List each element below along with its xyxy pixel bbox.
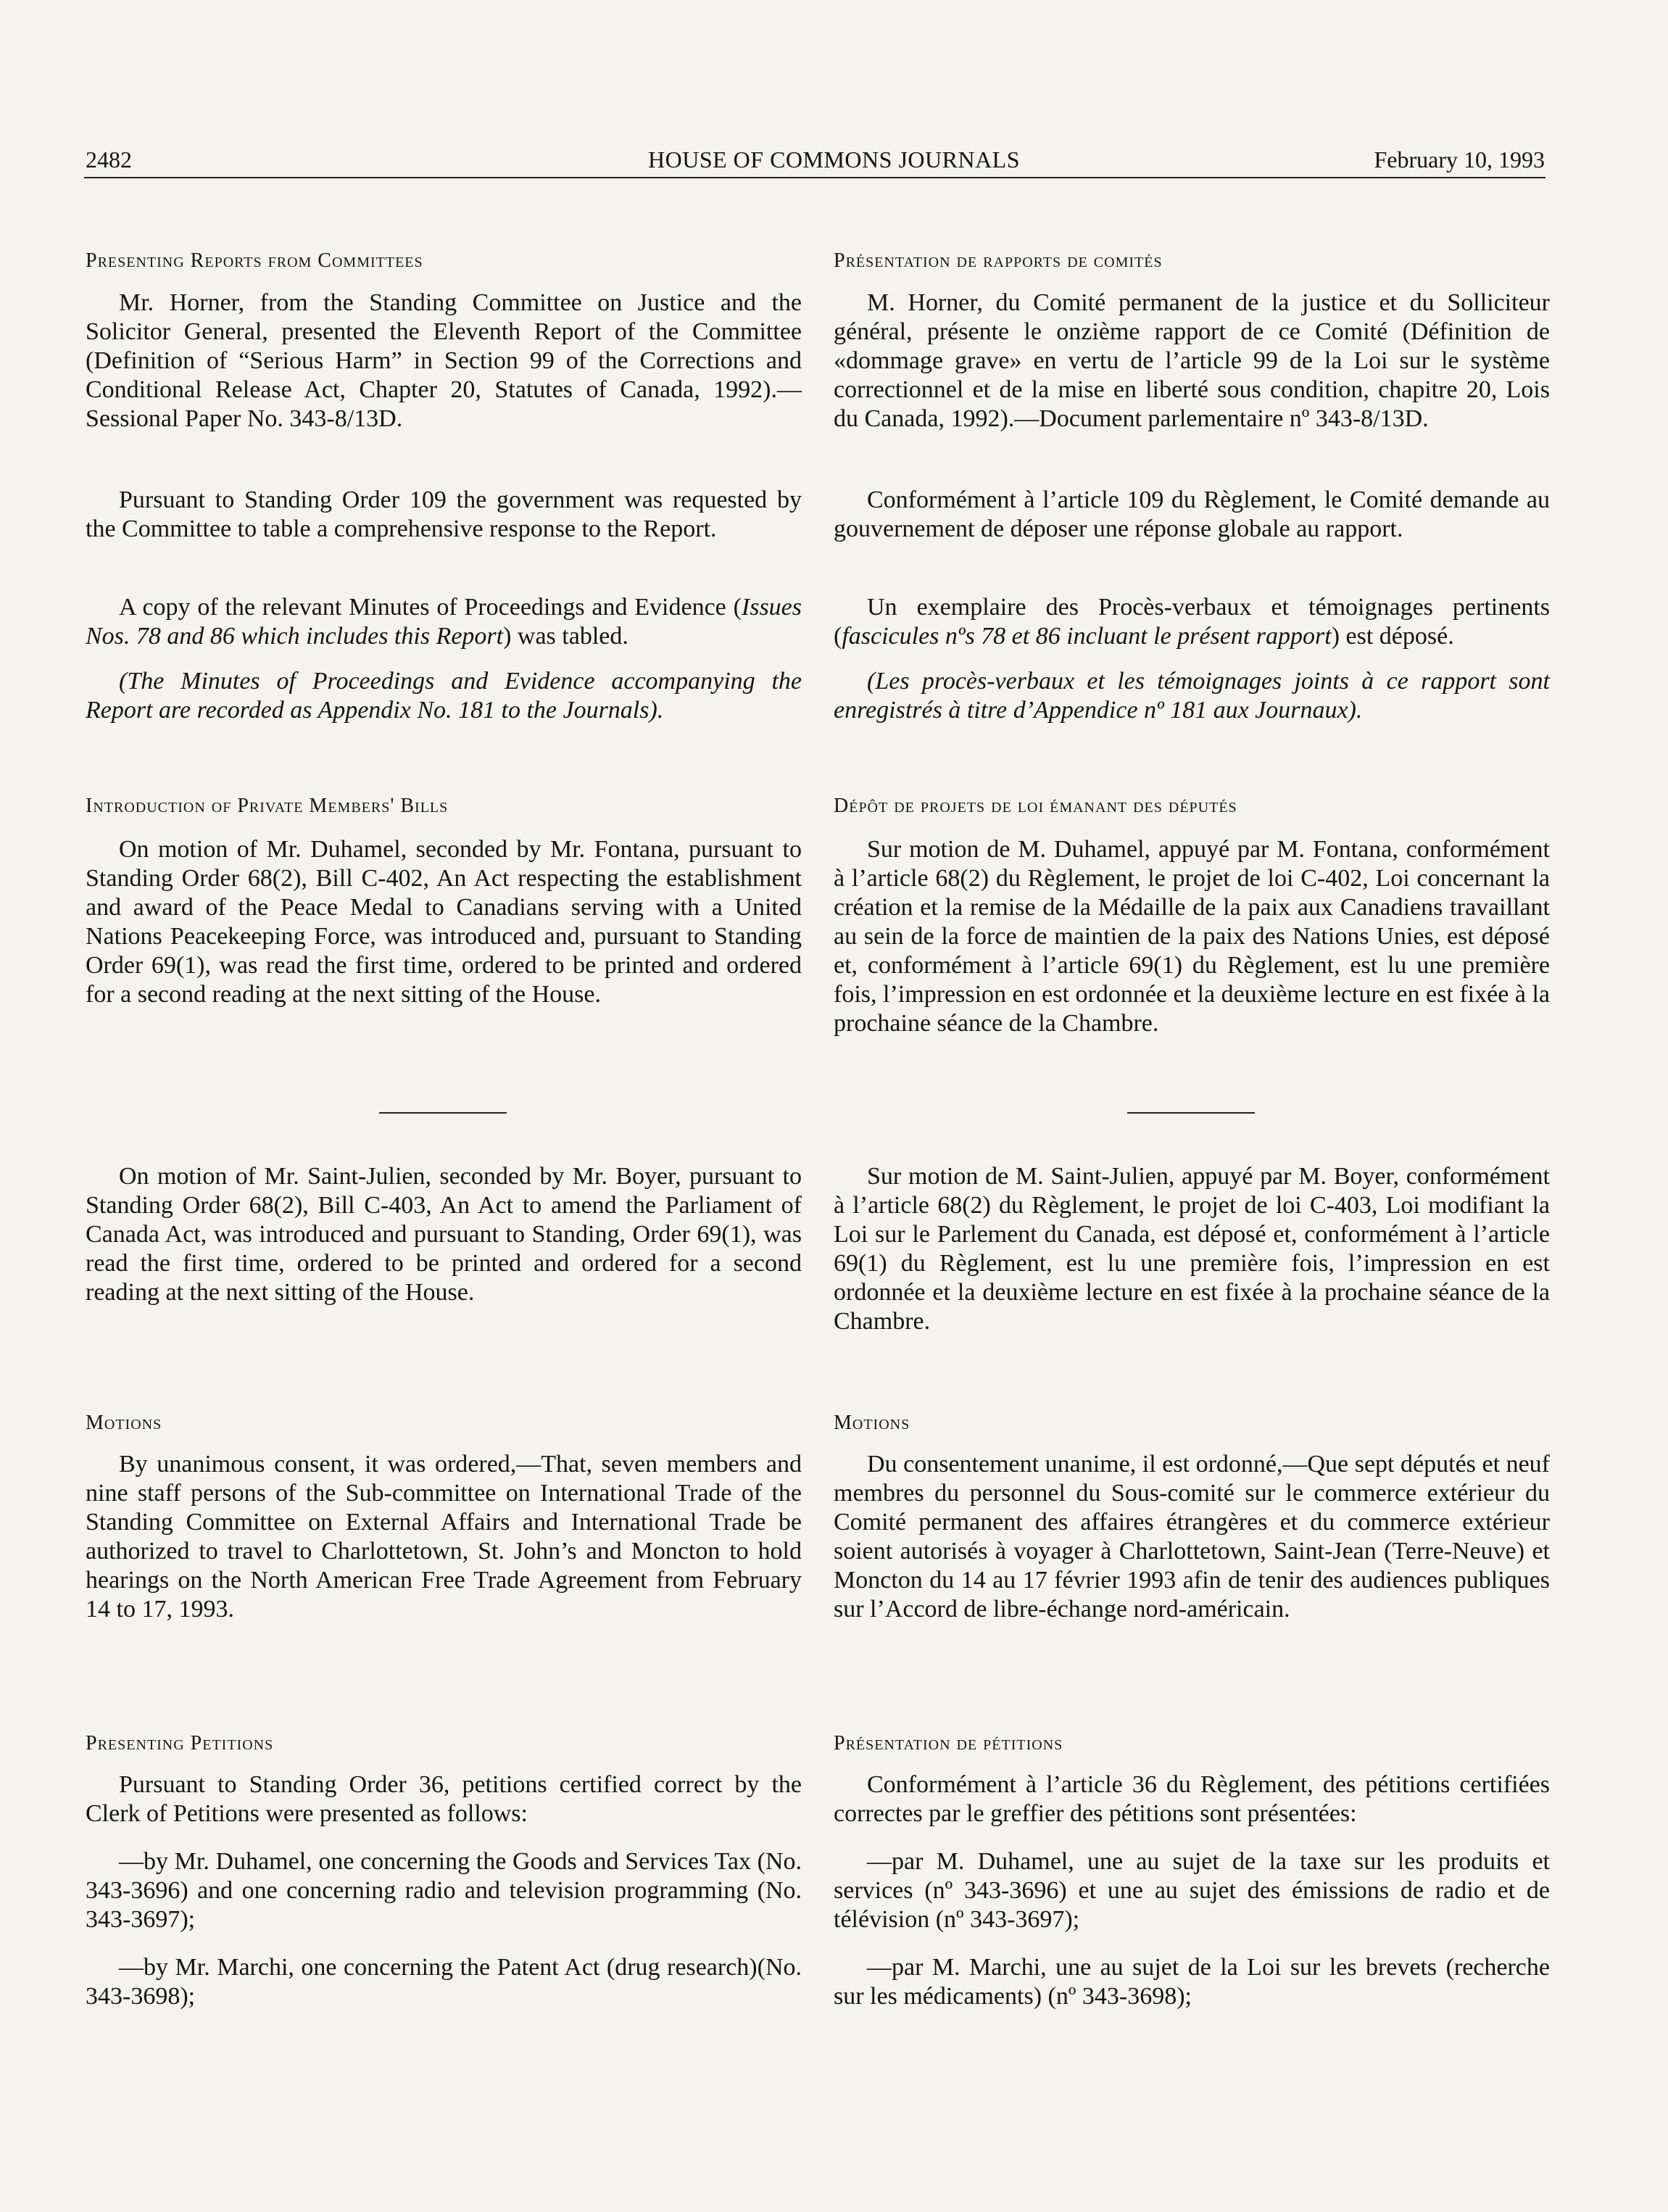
journal-title: HOUSE OF COMMONS JOURNALS [647, 146, 1021, 173]
motions-paragraph-fr: Du consentement unanime, il est ordonné,—Que sept députés et neuf membres du personnel du Sous-comité sur le commerce extérieur du Comité permanent des affaires étrangères et du commerce extérieur soient autorisés à voyager à Charlottetown, Saint-Jean (Terre-Neuve) et Moncton du 14 au 17 février 1993 afin de tenir des audiences publiques sur l’Accord de libre-échange nord-américain. [834, 1451, 1550, 1623]
bills-paragraph-1-fr: Sur motion de M. Duhamel, appuyé par M. Fontana, conformément à l’article 68(2) du Règlement, le projet de loi C-402, Loi concernant la création et la remise de la Médaille de la paix aux Canadiens travaillant au sein de la force de maintien de la paix des Nations Unies, est déposé et, conformément à l’article 69(1) du Règlement, est lu une première fois, l’impression en est ordonnée et la deuxième lecture en est fixée à la prochaine séance de la Chambre. [834, 836, 1550, 1037]
bills-paragraph-1: On motion of Mr. Duhamel, seconded by Mr. Fontana, pursuant to Standing Order 68(2), Bill C-402, An Act respecting the establishment and award of the Peace Medal to Canadians serving with a United Nations Peacekeeping Force, was introduced and, pursuant to Standing Order 69(1), was read the first time, ordered to be printed and ordered for a second reading at the next sitting of the House. [86, 836, 802, 1008]
section-separator [379, 1112, 507, 1114]
reports-paragraph-1-fr: M. Horner, du Comité permanent de la justice et du Solliciteur général, présente le onzième rapport de ce Comité (Définition de «dommage grave» en vertu de l’article 99 de la Loi sur le système correctionnel et de la mise en liberté sous condition, chapitre 20, Lois du Canada, 1992).—Document parlementaire nº 343-8/13D. [834, 289, 1550, 432]
petitions-paragraph-2-fr: —par M. Duhamel, une au sujet de la taxe sur les produits et services (nº 343-3696) et une au sujet des émissions de radio et de télévision (nº 343-3697); [834, 1848, 1550, 1933]
petitions-paragraph-3-fr: —par M. Marchi, une au sujet de la Loi sur les brevets (recherche sur les médicaments) (nº 343-3698); [834, 1954, 1550, 2010]
reports-paragraph-4-fr: (Les procès-verbaux et les témoignages joints à ce rapport sont enregistrés à titre d’Appendice nº 181 aux Journaux). [834, 668, 1550, 724]
motions-heading-fr: Motions [834, 1412, 910, 1434]
petitions-paragraph-3: —by Mr. Marchi, one concerning the Patent Act (drug research)(No. 343-3698); [86, 1954, 802, 2010]
reports-paragraph-2-fr: Conformément à l’article 109 du Règlement, le Comité demande au gouvernement de déposer une réponse globale au rapport. [834, 486, 1550, 542]
reports-heading-fr: Présentation de rapports de comités [834, 249, 1163, 272]
reports-paragraph-3-fr [834, 593, 1550, 651]
petitions-paragraph-2: —by Mr. Duhamel, one concerning the Goods and Services Tax (No. 343-3696) and one concerning radio and television programming (No. 343-3697); [86, 1848, 802, 1933]
bills-paragraph-2-fr: Sur motion de M. Saint-Julien, appuyé par M. Boyer, conformément à l’article 68(2) du Règlement, le projet de loi C-403, Loi modifiant la Loi sur le Parlement du Canada, est déposé et, conformément à l’article 69(1) du Règlement, est lu une première fois, l’impression en est ordonnée et la deuxième lecture en est fixée à la prochaine séance de la Chambre. [834, 1163, 1550, 1335]
reports-paragraph-3-lead: A copy of the relevant Minutes of Proceedings and Evidence ( [119, 594, 742, 621]
motions-paragraph: By unanimous consent, it was ordered,—That, seven members and nine staff persons of the Sub-committee on International Trade of the Standing Committee on External Affairs and International Trade be authorized to travel to Charlottetown, St. John’s and Moncton to hold hearings on the North American Free Trade Agreement from February 14 to 17, 1993. [86, 1451, 802, 1623]
reports-paragraph-1: Mr. Horner, from the Standing Committee on Justice and the Solicitor General, presented the Eleventh Report of the Committee (Definition of “Serious Harm” in Section 99 of the Corrections and Conditional Release Act, Chapter 20, Statutes of Canada, 1992).—Sessional Paper No. 343-8/13D. [86, 289, 802, 432]
reports-paragraph-3-fr-italic: fascicules nºs 78 et 86 incluant le présent rapport [842, 623, 1332, 650]
reports-paragraph-3-fr-tail: ) est déposé. [1331, 623, 1454, 650]
section-separator-fr [1127, 1112, 1255, 1114]
reports-heading: Presenting Reports from Committees [86, 249, 423, 272]
bills-heading: Introduction of Private Members' Bills [86, 795, 449, 817]
petitions-heading: Presenting Petitions [86, 1732, 274, 1755]
page-number: 2482 [86, 146, 132, 173]
reports-paragraph-3 [86, 593, 802, 651]
bills-heading-fr: Dépôt de projets de loi émanant des députés [834, 795, 1237, 817]
reports-paragraph-4: (The Minutes of Proceedings and Evidence accompanying the Report are recorded as Appendix No. 181 to the Journals). [86, 668, 802, 724]
reports-paragraph-3-fr-lead: Un exemplaire des Procès-verbaux et témoignages pertinents ( [834, 594, 1550, 650]
header-rule [84, 177, 1545, 178]
journal-date: February 10, 1993 [1374, 146, 1545, 173]
reports-paragraph-3-tail: ) was tabled. [503, 623, 628, 650]
petitions-heading-fr: Présentation de pétitions [834, 1732, 1063, 1755]
motions-heading: Motions [86, 1412, 162, 1434]
petitions-paragraph-1: Pursuant to Standing Order 36, petitions certified correct by the Clerk of Petitions were presented as follows: [86, 1771, 802, 1827]
bills-paragraph-2: On motion of Mr. Saint-Julien, seconded by Mr. Boyer, pursuant to Standing Order 68(2), Bill C-403, An Act to amend the Parliament of Canada Act, was introduced and pursuant to Standing, Order 69(1), was read the first time, ordered to be printed and ordered for a second reading at the next sitting of the House. [86, 1163, 802, 1306]
petitions-paragraph-1-fr: Conformément à l’article 36 du Règlement, des pétitions certifiées correctes par le greffier des pétitions sont présentées: [834, 1771, 1550, 1827]
reports-paragraph-2: Pursuant to Standing Order 109 the government was requested by the Committee to table a comprehensive response to the Report. [86, 486, 802, 542]
reports-paragraph-3-italic: Issues Nos. 78 and 86 which includes this Report [86, 594, 802, 650]
